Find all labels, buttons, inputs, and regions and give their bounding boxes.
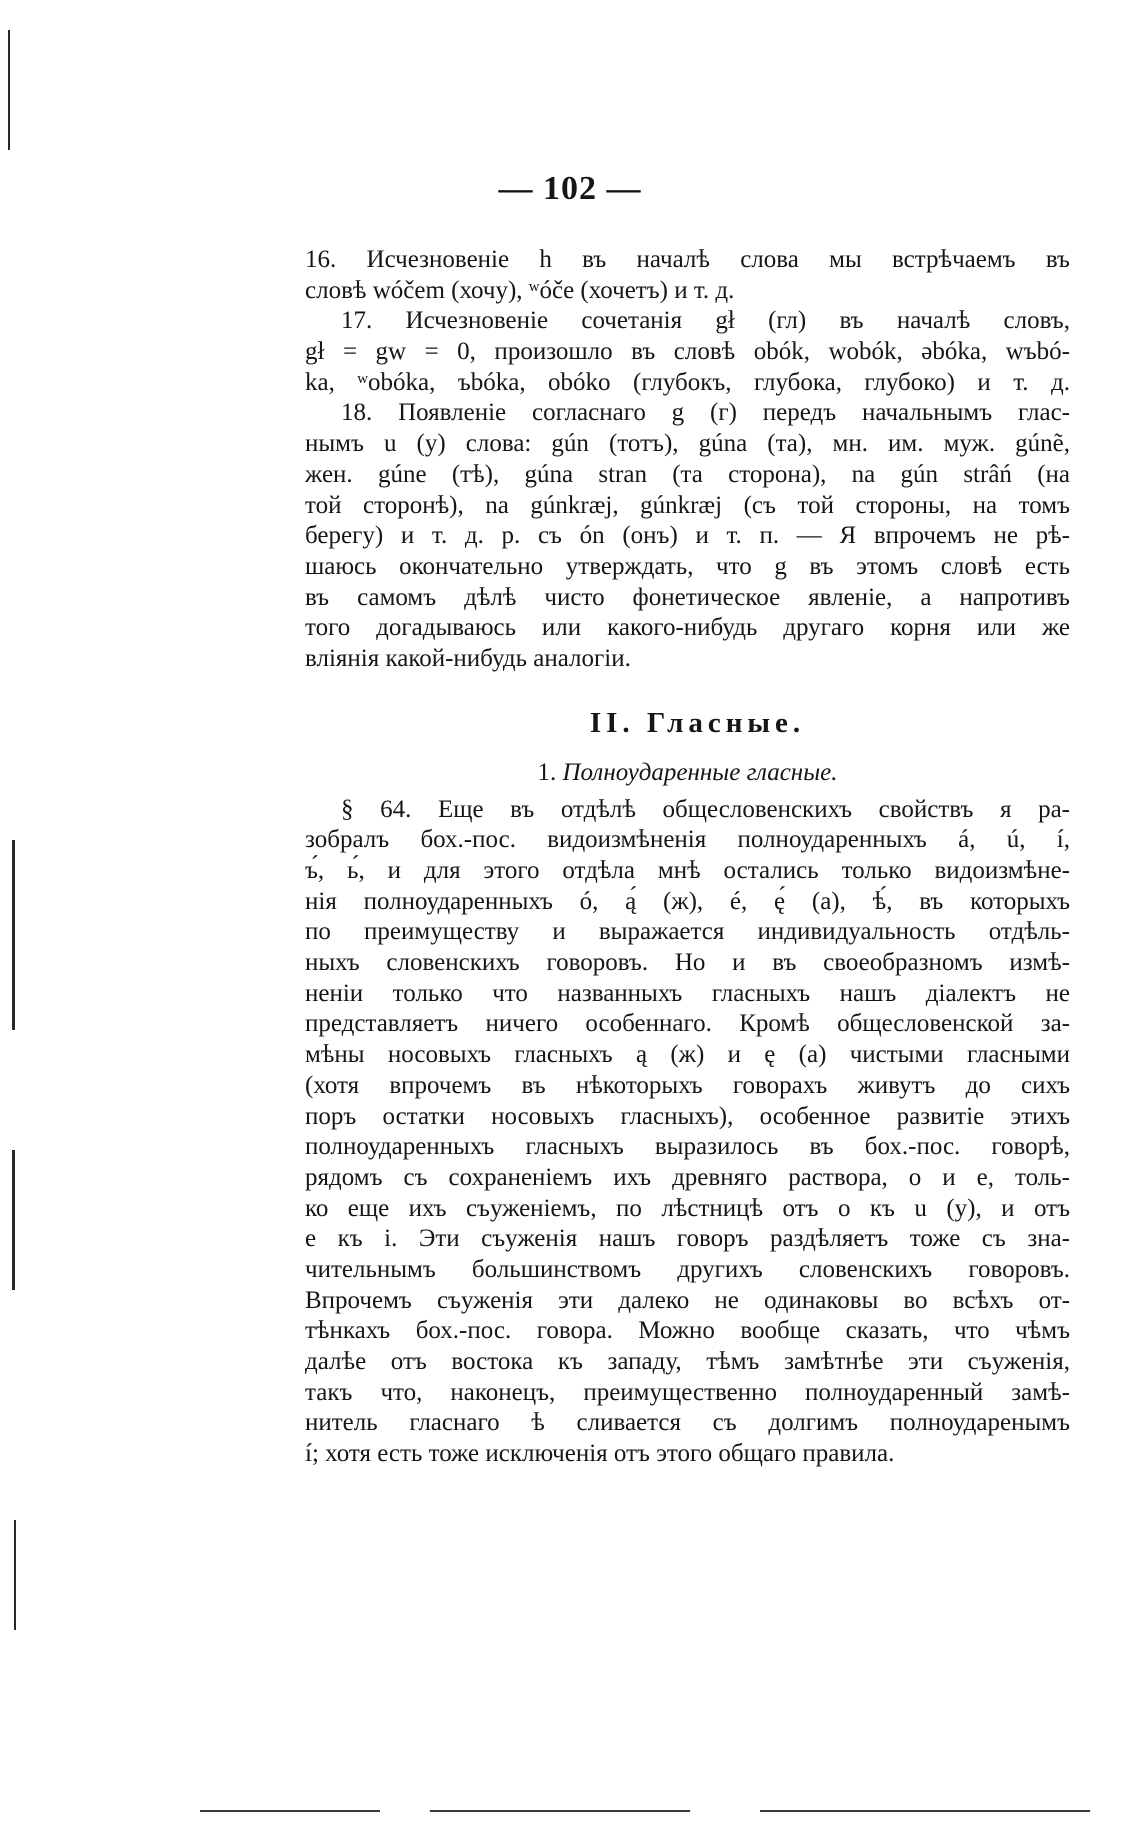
left-margin-scan-mark	[12, 1150, 15, 1290]
text-line: ъ́, ь́, и для этого отдѣла мнѣ остались только видоизмѣне-	[305, 857, 1070, 884]
paragraph-18	[305, 398, 1070, 674]
text-line: Впрочемъ съуженія эти далеко не одинаковы во всѣхъ от-	[305, 1286, 1070, 1314]
text-line: ka, ʷobóka, ъbóka, obóko (глубокъ, глубока, глубоко) и т. д.	[305, 368, 1070, 396]
page-number: — 102 —	[498, 170, 642, 207]
text-line: § 64. Еще въ отдѣлѣ общесловенскихъ свойствъ я ра-	[341, 795, 1070, 823]
text-column	[305, 245, 1070, 1470]
paragraph-16	[305, 245, 1070, 306]
text-line: словѣ wóčem (хочу), ʷóče (хочетъ) и т. д.	[305, 276, 735, 304]
text-line: ныхъ словенскихъ говоровъ. Но и въ своеобразномъ измѣ-	[305, 949, 1070, 977]
text-line: представляетъ ничего особеннаго. Кромѣ общесловенской за-	[305, 1010, 1070, 1038]
text-line: въ самомъ дѣлѣ чисто фонетическое явленіе, а напротивъ	[305, 583, 1070, 611]
bottom-scan-rule	[430, 1810, 690, 1812]
text-line: по преимуществу и выражается индивидуальность отдѣль-	[305, 918, 1070, 946]
text-line: (хотя впрочемъ въ нѣкоторыхъ говорахъ живутъ до сихъ	[305, 1071, 1070, 1099]
paragraph-17	[305, 306, 1070, 398]
text-line: е къ i. Эти съуженія нашъ говоръ раздѣляетъ тоже съ зна-	[305, 1225, 1070, 1253]
bottom-scan-rule	[200, 1810, 380, 1812]
text-line: полноударенныхъ гласныхъ выразилось въ бох.-пос. говорѣ,	[305, 1133, 1070, 1161]
text-line: нитель гласнаго ѣ сливается съ долгимъ полноударенымъ	[305, 1409, 1070, 1437]
left-margin-scan-mark	[8, 30, 10, 150]
text-line: 16. Исчезновеніе h въ началѣ слова мы встрѣчаемъ въ	[305, 246, 1070, 273]
subsection-heading	[305, 755, 1070, 791]
text-line: í; хотя есть тоже исключенія отъ этого общаго правила.	[305, 1440, 895, 1468]
text-line: жен. gúne (тѣ), gúna stran (та сторона), na gún strâń (на	[305, 460, 1070, 488]
text-line: 17. Исчезновеніе сочетанія gł (гл) въ началѣ словъ,	[341, 307, 1070, 335]
bottom-scan-rule	[760, 1810, 1090, 1812]
text-line: того догадываюсь или какого-нибудь другаго корня или же	[305, 614, 1070, 642]
text-line: мѣны носовыхъ гласныхъ ą (ж) и ę (а) чистыми гласными	[305, 1041, 1070, 1069]
text-line: шаюсь окончательно утверждать, что g въ этомъ словѣ есть	[305, 552, 1070, 580]
text-line: gł = gw = 0, произошло въ словѣ obók, wobók, əbóka, wъbó-	[305, 338, 1070, 366]
subsection-number: 1.	[537, 758, 557, 786]
subsection-title: Полноударенные гласные.	[562, 758, 838, 786]
text-line: поръ остатки носовыхъ гласныхъ), особенное развитіе этихъ	[305, 1102, 1070, 1130]
left-margin-scan-mark	[12, 840, 15, 1030]
text-line: вліянія какой-нибудь аналогіи.	[305, 644, 631, 672]
text-line: рядомъ съ сохраненіемъ ихъ древняго раствора, о и е, толь-	[305, 1163, 1070, 1191]
text-line: той сторонѣ), na gúnkræj, gúnkræj (съ той стороны, на томъ	[305, 491, 1070, 519]
text-line: 18. Появленіе согласнаго g (г) передъ начальнымъ глас-	[341, 399, 1070, 427]
text-line: неніи только что названныхъ гласныхъ нашъ діалектъ не	[305, 979, 1070, 1007]
text-line: чительнымъ большинствомъ другихъ словенскихъ говоровъ.	[305, 1255, 1070, 1283]
text-line: далѣе отъ востока къ западу, тѣмъ замѣтнѣе эти съуженія,	[305, 1348, 1070, 1375]
text-line: ко еще ихъ съуженіемъ, по лѣстницѣ отъ о къ u (у), и отъ	[305, 1194, 1070, 1222]
text-line: тѣнкахъ бох.-пос. говора. Можно вообще сказать, что чѣмъ	[305, 1317, 1070, 1345]
text-line: берегу) и т. д. р. съ ón (онъ) и т. п. — Я впрочемъ не рѣ-	[305, 522, 1070, 550]
text-line: такъ что, наконецъ, преимущественно полноударенный замѣ-	[305, 1378, 1070, 1406]
text-line: нымъ u (у) слова: gún (тотъ), gúna (та), мн. им. муж. gúnẽ,	[305, 430, 1070, 458]
text-line: зобралъ бох.-пос. видоизмѣненія полноударенныхъ á, ú, í,	[305, 826, 1070, 854]
left-margin-scan-mark	[14, 1520, 16, 1630]
paragraph-64	[305, 795, 1070, 1470]
section-heading: II. Гласные.	[589, 706, 806, 739]
text-line: нія полноударенныхъ ó, ą́ (ж), é, ę́ (а), ѣ́, въ которыхъ	[305, 887, 1070, 915]
